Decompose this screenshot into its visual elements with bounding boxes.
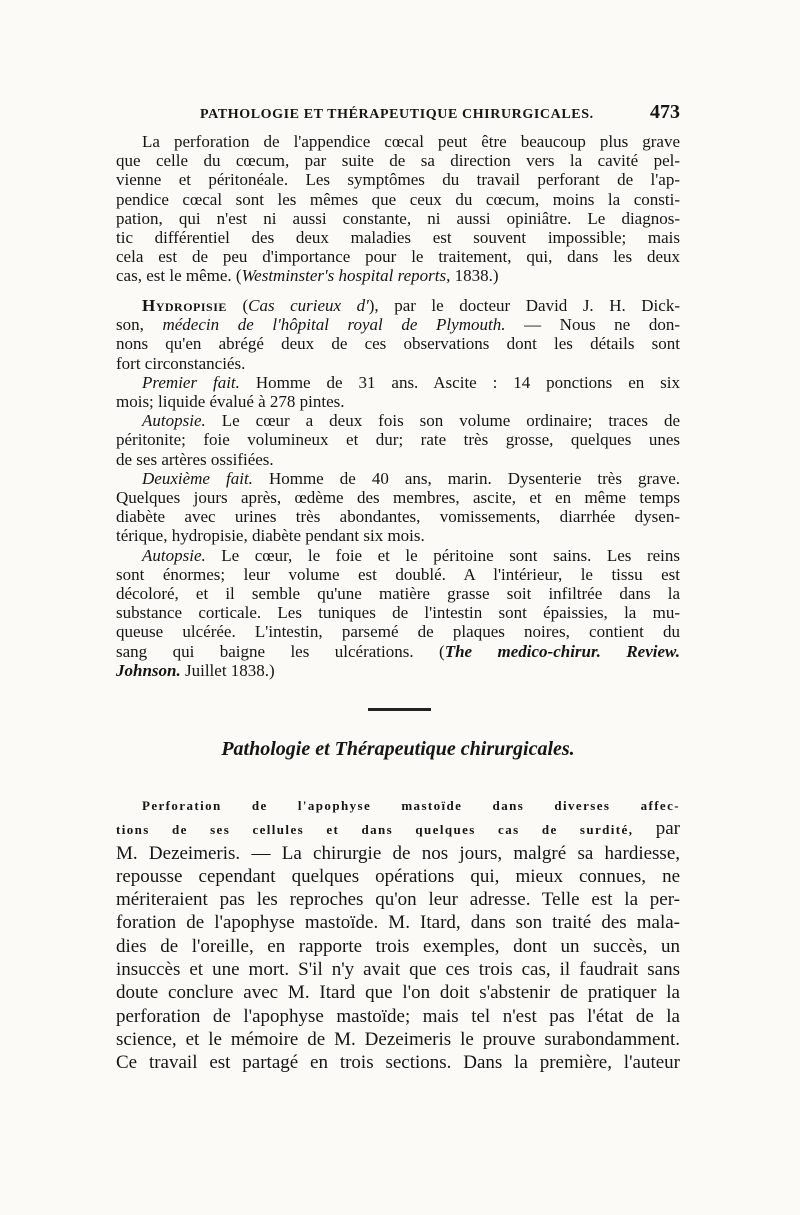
text-line <box>116 266 680 285</box>
article-heading-cont: tions de ses cellules et dans quelques cas de surdité, <box>116 822 634 838</box>
text-line: Ce travail est partagé en trois sections. Dans la première, l'auteur <box>116 1052 680 1074</box>
text-line: sont énormes; leur volume est doublé. A l'intérieur, le tissu est <box>116 564 680 584</box>
text-fragment: Homme de 31 ans. Ascite : 14 ponctions en six <box>239 372 680 392</box>
text-fragment: par <box>633 818 680 840</box>
article-heading: Perforation de l'apophyse mastoïde dans diverses affec- <box>142 798 680 813</box>
text-line: science, et le mémoire de M. Dezeimeris le prouve surabondamment. <box>116 1028 680 1050</box>
text-line: mois; liquide évalué à 278 pintes. <box>116 392 345 412</box>
text-line: substance corticale. Les tuniques de l'intestin sont épaissies, la mu- <box>116 603 680 623</box>
text-fragment: ), par le docteur David J. H. Dick- <box>368 296 680 315</box>
text-line: pation, qui n'est ni aussi constante, ni aussi opiniâtre. Le diagnos- <box>116 208 680 228</box>
running-head-title: PATHOLOGIE ET THÉRAPEUTIQUE CHIRURGICALES. <box>200 107 594 122</box>
text-fragment: Le cœur, le foie et le péritoine sont sains. Les reins <box>205 545 680 565</box>
article-perforation <box>116 794 680 1075</box>
text-line: mériteraient pas les reproches qu'on leur adresse. Telle est la per- <box>116 889 680 911</box>
article-hydropisie <box>116 296 680 680</box>
text-line: fort circonstanciés. <box>116 353 246 373</box>
section-divider <box>368 708 431 711</box>
text-line: diabète avec urines très abondantes, vomissements, diarrhée dysen- <box>116 507 680 527</box>
text-line: insuccès et une mort. S'il n'y avait que ces trois cas, il faudrait sans <box>116 959 680 981</box>
text-line <box>116 296 680 315</box>
text-line <box>116 546 680 565</box>
paragraph-appendix <box>116 132 680 286</box>
text-line: repousse cependant quelques opérations qui, mieux connues, ne <box>116 865 680 887</box>
page-number: 473 <box>650 101 680 123</box>
case-label: Autopsie. <box>142 411 206 431</box>
text-line: M. Dezeimeris. — La chirurgie de nos jours, malgré sa hardiesse, <box>116 842 680 864</box>
text-line: queuse ulcérée. L'intestin, parsemé de plaques noires, contient du <box>116 622 680 642</box>
text-line: pendice cœcal sont les mêmes que ceux du cœcum, moins la consti- <box>116 189 680 209</box>
text-line: térique, hydropisie, diabète pendant six mois. <box>116 526 425 546</box>
text-fragment: cas, est le même. ( <box>116 266 242 286</box>
text-line: vienne et péritonéale. Les symptômes du travail perforant de l'ap- <box>116 170 680 190</box>
running-head <box>200 95 690 125</box>
text-line: dies de l'oreille, en rapporte trois exemples, dont un succès, un <box>116 935 680 957</box>
text-fragment: Le cœur a deux fois son volume ordinaire; traces de <box>205 411 680 431</box>
text-line <box>116 373 680 392</box>
text-fragment: ( <box>226 296 249 315</box>
text-fragment: son, <box>116 315 163 335</box>
text-fragment: sang qui baigne les ulcérations. ( <box>116 641 445 661</box>
case-label: Premier fait. <box>142 372 240 392</box>
text-fragment: Homme de 40 ans, marin. Dysenterie très grave. <box>252 468 680 488</box>
text-line <box>116 661 680 680</box>
text-line: perforation de l'apophyse mastoïde; mais tel n'est pas l'état de la <box>116 1005 680 1027</box>
text-line: tic différentiel des deux maladies est souvent impossible; mais <box>116 228 680 248</box>
text-line: Quelques jours après, œdème des membres, ascite, et en même temps <box>116 488 680 508</box>
text-line: foration de l'apophyse mastoïde. M. Itard, dans son traité des mala- <box>116 912 680 934</box>
text-line: nons qu'en abrégé deux de ces observations dont les détails sont <box>116 334 680 354</box>
reference-title: Westminster's hospital reports <box>241 266 447 286</box>
text-line <box>116 411 680 430</box>
text-line <box>116 642 680 661</box>
text-fragment: Juillet 1838.) <box>180 660 275 680</box>
reference-author: Johnson. <box>116 660 181 680</box>
case-label: Autopsie. <box>142 545 206 565</box>
reference-title: The medico-chirur. Review. <box>444 641 680 661</box>
text-line: péritonite; foie volumineux et dur; rate très grosse, quelques unes <box>116 430 680 450</box>
text-line <box>116 469 680 488</box>
text-line: décoloré, et il semble qu'une matière grasse soit infiltrée dans la <box>116 584 680 604</box>
text-line: doute conclure avec M. Itard que l'on doit s'abstenir de pratiquer la <box>116 982 680 1004</box>
text-line: que celle du cœcum, par suite de sa direction vers la cavité pel- <box>116 151 680 171</box>
text-line <box>116 315 680 334</box>
text-line <box>116 817 680 841</box>
italic-fragment: médecin de l'hôpital royal de Plymouth. <box>162 315 506 335</box>
section-title: Pathologie et Thérapeutique chirurgicales. <box>221 738 575 760</box>
text-line: La perforation de l'appendice cœcal peut être beaucoup plus grave <box>142 132 680 151</box>
text-fragment: — Nous ne don- <box>505 315 680 335</box>
text-fragment: , 1838.) <box>446 266 499 286</box>
text-line: cela est de peu d'importance pour le traitement, qui, dans les deux <box>116 247 680 267</box>
text-line: de ses artères ossifiées. <box>116 449 274 469</box>
italic-fragment: Cas curieux d' <box>248 296 369 315</box>
case-label: Deuxième fait. <box>142 468 253 488</box>
article-heading: Hydropisie <box>142 296 227 315</box>
